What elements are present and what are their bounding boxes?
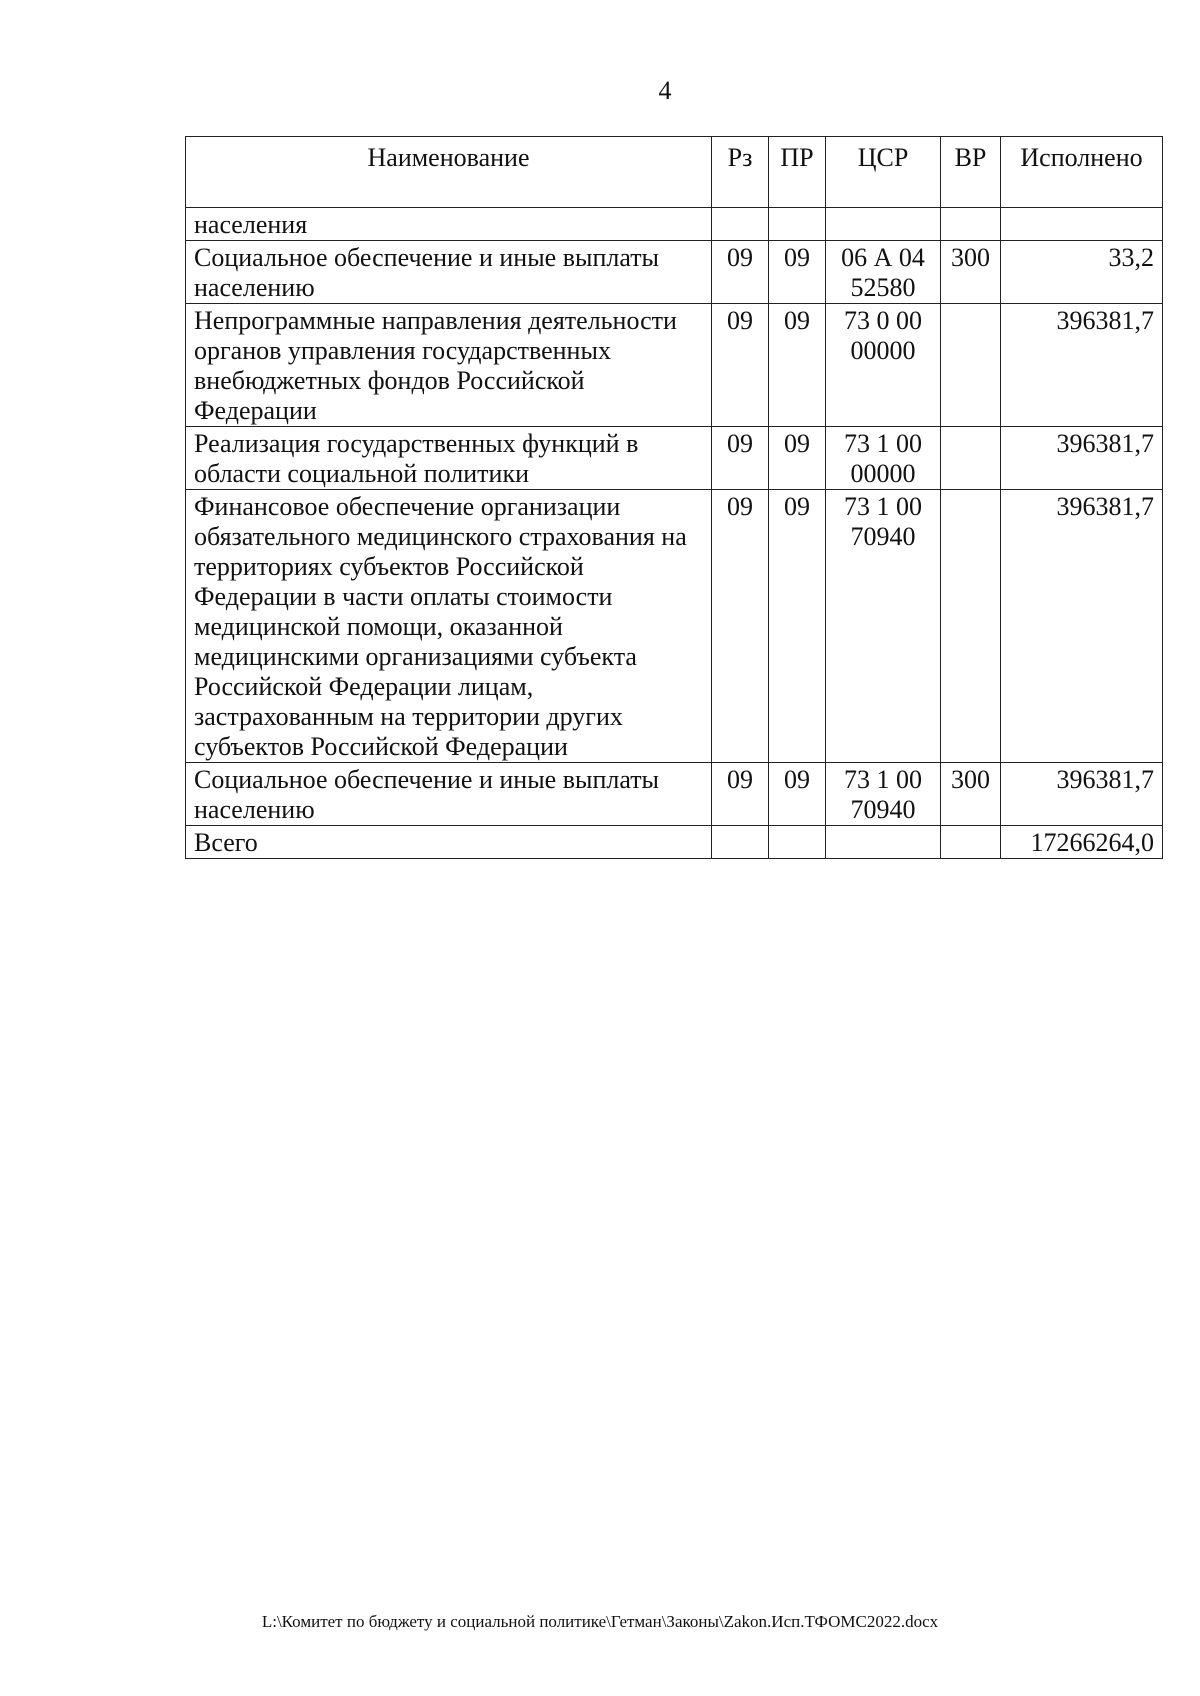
cell-name: Всего <box>186 826 712 859</box>
cell-rz: 09 <box>712 490 769 763</box>
cell-csr <box>826 826 941 859</box>
cell-pr: 09 <box>769 241 826 304</box>
cell-csr: 73 1 00 70940 <box>826 490 941 763</box>
cell-rz: 09 <box>712 763 769 826</box>
cell-executed: 396381,7 <box>1001 763 1163 826</box>
cell-vr: 300 <box>941 763 1001 826</box>
header-vr: ВР <box>941 137 1001 208</box>
budget-execution-table <box>185 136 1163 859</box>
header-rz: Рз <box>712 137 769 208</box>
cell-name: Социальное обеспечение и иные выплаты населению <box>186 241 712 304</box>
table-row <box>186 304 1163 427</box>
cell-executed: 17266264,0 <box>1001 826 1163 859</box>
cell-pr: 09 <box>769 304 826 427</box>
cell-csr: 06 А 04 52580 <box>826 241 941 304</box>
cell-vr <box>941 490 1001 763</box>
cell-csr: 73 0 00 00000 <box>826 304 941 427</box>
cell-csr <box>826 208 941 241</box>
cell-executed <box>1001 208 1163 241</box>
cell-executed: 33,2 <box>1001 241 1163 304</box>
footer-file-path: L:\Комитет по бюджету и социальной политике\Гетман\Законы\Zakon.Исп.ТФОМС2022.docx <box>261 1612 939 1631</box>
cell-rz <box>712 826 769 859</box>
cell-pr: 09 <box>769 427 826 490</box>
cell-name: Непрограммные направления деятельности органов управления государственных внебюджетных фондов Российской Федерации <box>186 304 712 427</box>
cell-executed: 396381,7 <box>1001 490 1163 763</box>
cell-csr: 73 1 00 70940 <box>826 763 941 826</box>
cell-vr: 300 <box>941 241 1001 304</box>
cell-pr: 09 <box>769 490 826 763</box>
cell-name: Финансовое обеспечение организации обязательного медицинского страхования на территориях субъектов Российской Федерации в части оплаты стоимости медицинской помощи, оказанной медицинскими организациями субъекта Российской Федерации лицам, застрахованным на территории других субъектов Российской Федерации <box>186 490 712 763</box>
cell-rz: 09 <box>712 304 769 427</box>
cell-rz: 09 <box>712 241 769 304</box>
cell-vr <box>941 427 1001 490</box>
cell-executed: 396381,7 <box>1001 304 1163 427</box>
cell-csr: 73 1 00 00000 <box>826 427 941 490</box>
cell-name: населения <box>186 208 712 241</box>
cell-vr <box>941 208 1001 241</box>
cell-name: Реализация государственных функций в области социальной политики <box>186 427 712 490</box>
table-row <box>186 208 1163 241</box>
header-name: Наименование <box>186 137 712 208</box>
cell-pr <box>769 208 826 241</box>
cell-name: Социальное обеспечение и иные выплаты населению <box>186 763 712 826</box>
table-row <box>186 763 1163 826</box>
cell-vr <box>941 304 1001 427</box>
page-number: 4 <box>658 76 672 105</box>
cell-pr: 09 <box>769 763 826 826</box>
table-row <box>186 427 1163 490</box>
table-row-total <box>186 826 1163 859</box>
cell-rz: 09 <box>712 427 769 490</box>
header-csr: ЦСР <box>826 137 941 208</box>
cell-executed: 396381,7 <box>1001 427 1163 490</box>
header-pr: ПР <box>769 137 826 208</box>
header-executed: Исполнено <box>1001 137 1163 208</box>
table-header-row <box>186 137 1163 208</box>
cell-rz <box>712 208 769 241</box>
cell-pr <box>769 826 826 859</box>
table-row <box>186 490 1163 763</box>
cell-vr <box>941 826 1001 859</box>
table-row <box>186 241 1163 304</box>
